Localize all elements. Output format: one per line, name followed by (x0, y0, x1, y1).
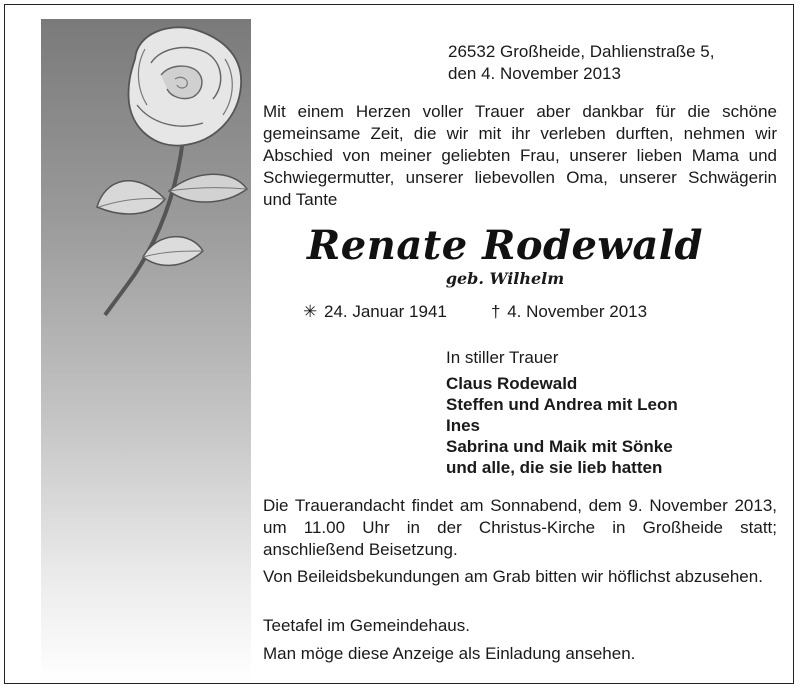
mourner-name: und alle, die sie lieb hatten (446, 458, 663, 477)
death-date: 4. November 2013 (507, 302, 648, 321)
birth-star-icon: ✳ (303, 302, 318, 321)
invitation-notice: Man möge diese Anzeige als Einladung ansehen. (263, 644, 636, 663)
date-line: den 4. November 2013 (448, 64, 621, 83)
mourner-name: Steffen und Andrea mit Leon (446, 395, 678, 414)
mourner-name: Sabrina und Maik mit Sönke (446, 437, 673, 456)
mourning-intro: In stiller Trauer (446, 348, 559, 367)
death-date-group (491, 301, 647, 323)
intro-text: Mit einem Herzen voller Trauer aber dankbar für die schöne gemeinsame Zeit, die wir mit ihr verleben durften, nehmen wir Abschied von meiner geliebten Frau, unserer lieben Mama und Schwiegermutter, unserer liebevollen Oma, unserer Schwägerin und Tante (263, 102, 777, 209)
rose-icon (65, 19, 265, 319)
mourner-name: Claus Rodewald (446, 374, 578, 393)
tea-notice: Teetafel im Gemeindehaus. (263, 616, 470, 635)
birth-date: 24. Januar 1941 (323, 302, 447, 321)
service-notice: Die Trauerandacht findet am Sonnabend, dem 9. November 2013, um 11.00 Uhr in der Christus-Kirche in Großheide statt; anschließend Beisetzung. (263, 496, 777, 559)
birth-date-group (303, 301, 447, 323)
obituary-frame (4, 4, 794, 684)
mourner-name: Ines (446, 416, 481, 435)
deceased-name: Renate Rodewald (307, 222, 703, 269)
address-line: 26532 Großheide, Dahlienstraße 5, (448, 42, 715, 61)
condolence-notice: Von Beileidsbekundungen am Grab bitten wir höflichst abzusehen. (263, 567, 763, 586)
address-block (448, 41, 715, 85)
maiden-name: geb. Wilhelm (445, 269, 565, 288)
mourners-list (446, 373, 678, 478)
death-cross-icon: † (491, 302, 501, 321)
life-dates (303, 301, 703, 323)
